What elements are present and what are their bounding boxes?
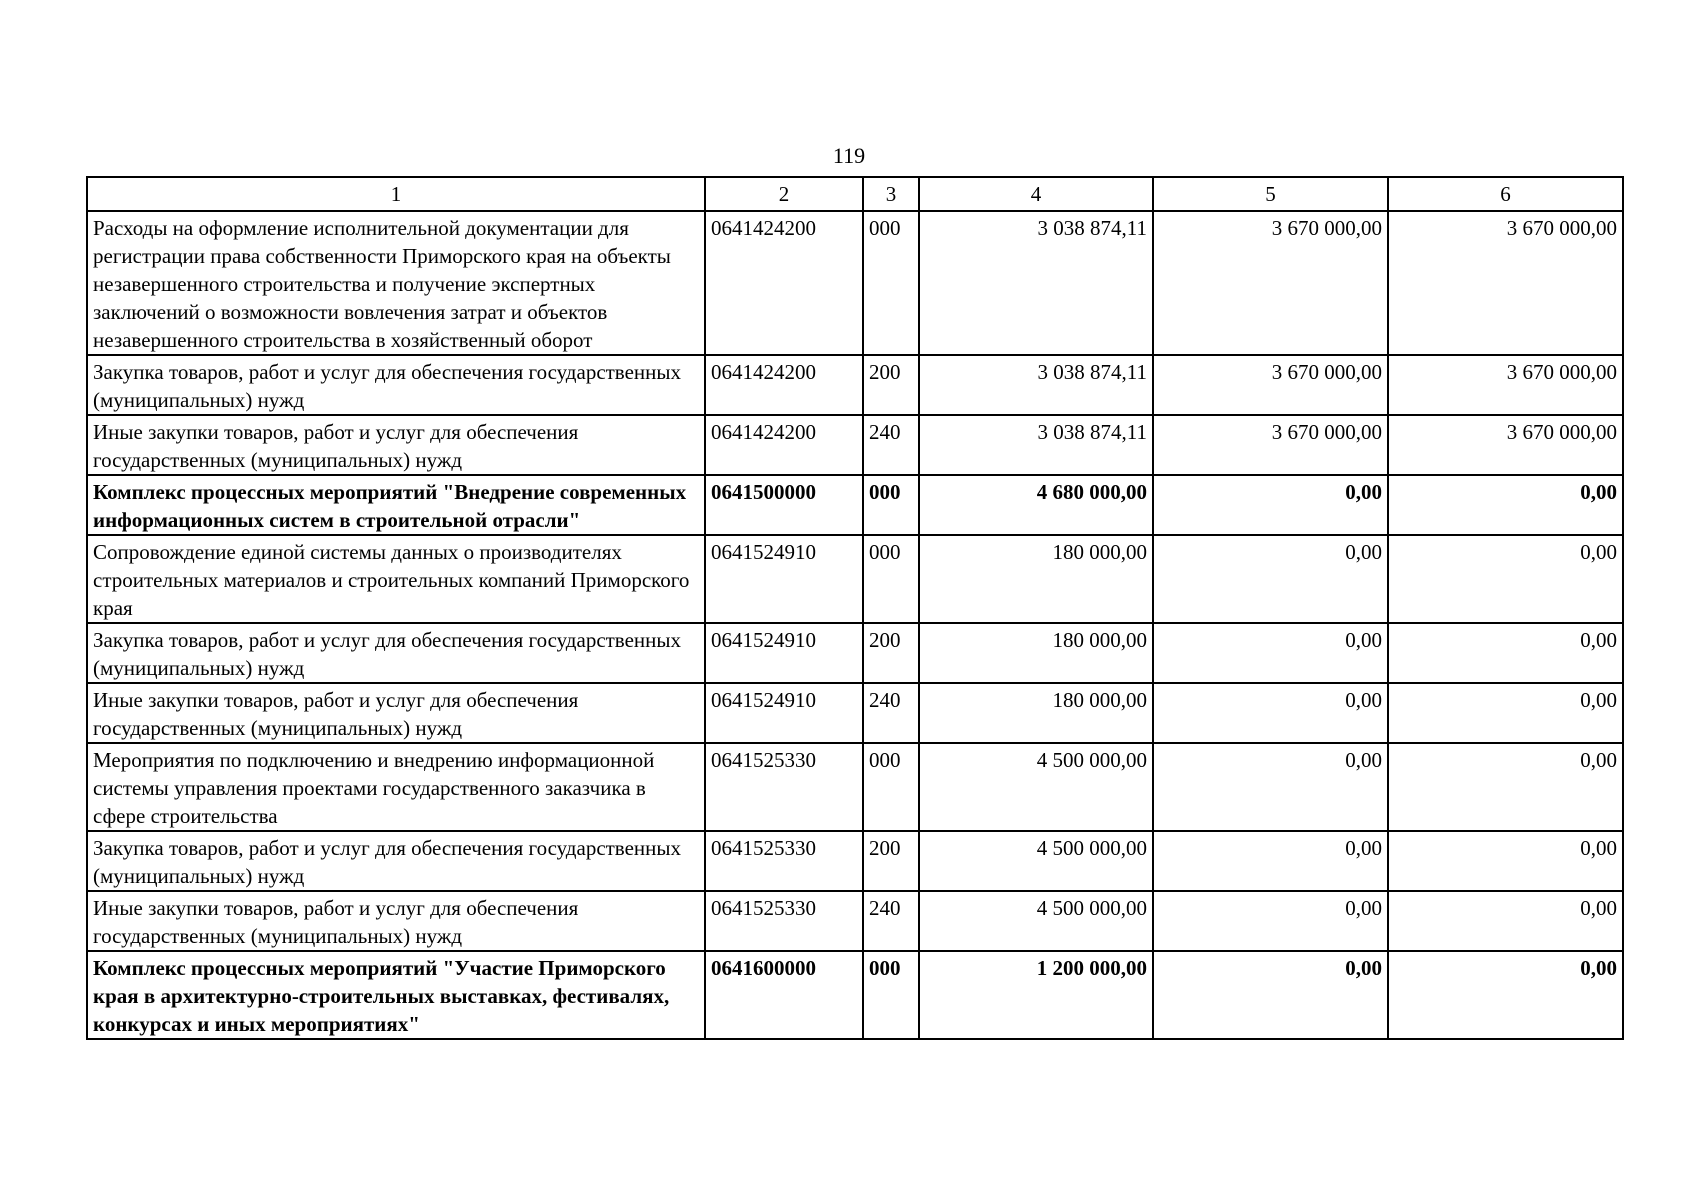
- row-value-2025-cell: 0,00: [1153, 951, 1388, 1039]
- row-value-2024-cell: 3 038 874,11: [919, 211, 1153, 355]
- table-row: [87, 623, 1623, 683]
- row-value-2024-cell: 4 500 000,00: [919, 831, 1153, 891]
- row-value-2025-cell: 3 670 000,00: [1153, 211, 1388, 355]
- row-value-2026-cell: 3 670 000,00: [1388, 211, 1623, 355]
- row-value-2026-cell: 0,00: [1388, 831, 1623, 891]
- row-name-cell: Сопровождение единой системы данных о производителях строительных материалов и строительных компаний Приморского края: [87, 535, 705, 623]
- table-row: [87, 891, 1623, 951]
- row-name-cell: Закупка товаров, работ и услуг для обеспечения государственных (муниципальных) нужд: [87, 831, 705, 891]
- row-value-2024-cell: 1 200 000,00: [919, 951, 1153, 1039]
- row-value-2025-cell: 3 670 000,00: [1153, 355, 1388, 415]
- header-col-1: 1: [87, 177, 705, 211]
- row-vr-cell: 240: [863, 891, 919, 951]
- row-code-cell: 0641424200: [705, 211, 863, 355]
- table-row: [87, 743, 1623, 831]
- row-value-2025-cell: 0,00: [1153, 475, 1388, 535]
- row-name-cell: Комплекс процессных мероприятий "Внедрение современных информационных систем в строительной отрасли": [87, 475, 705, 535]
- row-value-2025-cell: 3 670 000,00: [1153, 415, 1388, 475]
- table-body: [87, 211, 1623, 1039]
- header-row: [87, 177, 1623, 211]
- header-col-6: 6: [1388, 177, 1623, 211]
- row-value-2024-cell: 4 680 000,00: [919, 475, 1153, 535]
- header-col-4: 4: [919, 177, 1153, 211]
- row-code-cell: 0641424200: [705, 415, 863, 475]
- row-vr-cell: 240: [863, 683, 919, 743]
- row-name-cell: Закупка товаров, работ и услуг для обеспечения государственных (муниципальных) нужд: [87, 355, 705, 415]
- row-value-2026-cell: 0,00: [1388, 891, 1623, 951]
- row-value-2026-cell: 0,00: [1388, 535, 1623, 623]
- row-value-2026-cell: 0,00: [1388, 475, 1623, 535]
- row-value-2024-cell: 3 038 874,11: [919, 355, 1153, 415]
- row-name-cell: Закупка товаров, работ и услуг для обеспечения государственных (муниципальных) нужд: [87, 623, 705, 683]
- table-row: [87, 355, 1623, 415]
- row-value-2025-cell: 0,00: [1153, 891, 1388, 951]
- row-name-cell: Расходы на оформление исполнительной документации для регистрации права собственности Приморского края на объекты незавершенного строительства и получение экспертных заключений о возможности вовлечения затрат и объектов незавершенного строительства в хозяйственный оборот: [87, 211, 705, 355]
- row-value-2026-cell: 3 670 000,00: [1388, 415, 1623, 475]
- header-col-3: 3: [863, 177, 919, 211]
- row-value-2024-cell: 3 038 874,11: [919, 415, 1153, 475]
- row-code-cell: 0641525330: [705, 831, 863, 891]
- row-vr-cell: 000: [863, 211, 919, 355]
- row-value-2024-cell: 180 000,00: [919, 535, 1153, 623]
- row-vr-cell: 240: [863, 415, 919, 475]
- row-code-cell: 0641524910: [705, 535, 863, 623]
- header-col-5: 5: [1153, 177, 1388, 211]
- row-vr-cell: 200: [863, 831, 919, 891]
- table-row: [87, 535, 1623, 623]
- table-row: [87, 475, 1623, 535]
- header-col-2: 2: [705, 177, 863, 211]
- row-value-2025-cell: 0,00: [1153, 831, 1388, 891]
- row-value-2024-cell: 4 500 000,00: [919, 743, 1153, 831]
- row-vr-cell: 000: [863, 951, 919, 1039]
- row-value-2026-cell: 0,00: [1388, 951, 1623, 1039]
- row-code-cell: 0641525330: [705, 743, 863, 831]
- row-value-2026-cell: 0,00: [1388, 743, 1623, 831]
- row-value-2026-cell: 3 670 000,00: [1388, 355, 1623, 415]
- page-number: 119: [832, 143, 866, 168]
- row-value-2026-cell: 0,00: [1388, 683, 1623, 743]
- row-value-2025-cell: 0,00: [1153, 535, 1388, 623]
- row-code-cell: 0641524910: [705, 623, 863, 683]
- row-code-cell: 0641525330: [705, 891, 863, 951]
- row-code-cell: 0641500000: [705, 475, 863, 535]
- row-name-cell: Комплекс процессных мероприятий "Участие Приморского края в архитектурно-строительных выставках, фестивалях, конкурсах и иных мероприятиях": [87, 951, 705, 1039]
- row-code-cell: 0641600000: [705, 951, 863, 1039]
- row-vr-cell: 000: [863, 475, 919, 535]
- row-value-2024-cell: 4 500 000,00: [919, 891, 1153, 951]
- row-vr-cell: 000: [863, 535, 919, 623]
- row-name-cell: Иные закупки товаров, работ и услуг для обеспечения государственных (муниципальных) нужд: [87, 683, 705, 743]
- table-row: [87, 211, 1623, 355]
- row-vr-cell: 200: [863, 623, 919, 683]
- row-value-2025-cell: 0,00: [1153, 623, 1388, 683]
- row-name-cell: Иные закупки товаров, работ и услуг для обеспечения государственных (муниципальных) нужд: [87, 415, 705, 475]
- table-row: [87, 831, 1623, 891]
- row-value-2025-cell: 0,00: [1153, 683, 1388, 743]
- row-value-2024-cell: 180 000,00: [919, 623, 1153, 683]
- row-value-2026-cell: 0,00: [1388, 623, 1623, 683]
- row-code-cell: 0641424200: [705, 355, 863, 415]
- table-row: [87, 951, 1623, 1039]
- row-name-cell: Мероприятия по подключению и внедрению информационной системы управления проектами государственного заказчика в сфере строительства: [87, 743, 705, 831]
- budget-table: [86, 176, 1624, 1040]
- table-row: [87, 415, 1623, 475]
- row-value-2024-cell: 180 000,00: [919, 683, 1153, 743]
- row-vr-cell: 200: [863, 355, 919, 415]
- row-vr-cell: 000: [863, 743, 919, 831]
- table-row: [87, 683, 1623, 743]
- row-value-2025-cell: 0,00: [1153, 743, 1388, 831]
- row-name-cell: Иные закупки товаров, работ и услуг для обеспечения государственных (муниципальных) нужд: [87, 891, 705, 951]
- row-code-cell: 0641524910: [705, 683, 863, 743]
